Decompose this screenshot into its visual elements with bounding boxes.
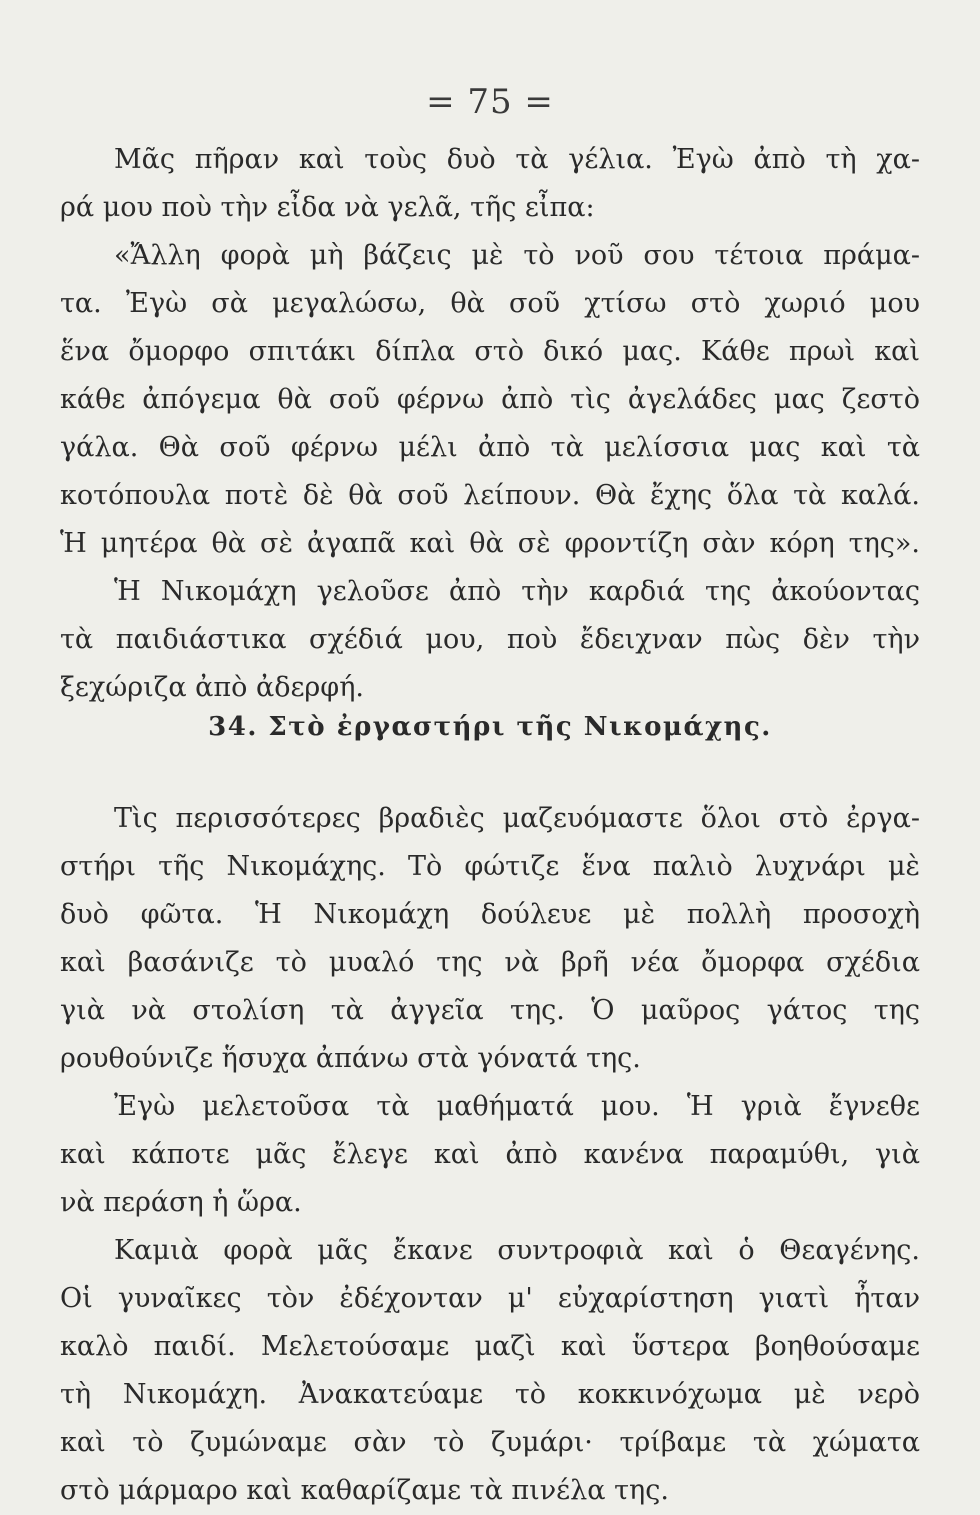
- text-line: τὴ Νικομάχη. Ἀνακατεύαμε τὸ κοκκινόχωμα μὲ νερὸ: [60, 1379, 920, 1410]
- text-line: δυὸ φῶτα. Ἡ Νικομάχη δούλευε μὲ πολλὴ προσοχὴ: [60, 899, 920, 930]
- text-line: κοτόπουλα ποτὲ δὲ θὰ σοῦ λείπουν. Θὰ ἔχης ὅλα τὰ καλά.: [60, 480, 920, 511]
- text-line: Καμιὰ φορὰ μᾶς ἔκανε συντροφιὰ καὶ ὁ Θεαγένης.: [114, 1235, 920, 1266]
- text-line: ρουθούνιζε ἥσυχα ἀπάνω στὰ γόνατά της.: [60, 1043, 641, 1074]
- text-line: ξεχώριζα ἀπὸ ἀδερφή.: [60, 672, 364, 703]
- text-line: καλὸ παιδί. Μελετούσαμε μαζὶ καὶ ὕστερα βοηθούσαμε: [60, 1331, 920, 1362]
- text-line: καὶ κάποτε μᾶς ἔλεγε καὶ ἀπὸ κανένα παραμύθι, γιὰ: [60, 1139, 920, 1170]
- text-line: ρά μου ποὺ τὴν εἶδα νὰ γελᾶ, τῆς εἶπα:: [60, 192, 595, 223]
- text-line: κάθε ἀπόγεμα θὰ σοῦ φέρνω ἀπὸ τὶς ἀγελάδες μας ζεστὸ: [60, 384, 920, 415]
- text-line: Ἐγὼ μελετοῦσα τὰ μαθήματά μου. Ἡ γριὰ ἔγνεθε: [114, 1091, 920, 1122]
- text-line: τὰ παιδιάστικα σχέδιά μου, ποὺ ἔδειχναν πὼς δὲν τὴν: [60, 624, 920, 655]
- text-line: καὶ βασάνιζε τὸ μυαλό της νὰ βρῆ νέα ὄμορφα σχέδια: [60, 947, 920, 978]
- text-line: Ἡ Νικομάχη γελοῦσε ἀπὸ τὴν καρδιά της ἀκούοντας: [114, 576, 920, 607]
- text-line: Ἡ μητέρα θὰ σὲ ἀγαπᾶ καὶ θὰ σὲ φροντίζη σὰν κόρη της».: [60, 528, 920, 559]
- text-line: Τὶς περισσότερες βραδιὲς μαζευόμαστε ὅλοι στὸ ἐργα-: [114, 803, 920, 834]
- paragraph-block-1: [60, 136, 920, 712]
- text-line: γάλα. Θὰ σοῦ φέρνω μέλι ἀπὸ τὰ μελίσσια μας καὶ τὰ: [60, 432, 920, 463]
- text-line: Μᾶς πῆραν καὶ τοὺς δυὸ τὰ γέλια. Ἐγὼ ἀπὸ τὴ χα-: [114, 144, 920, 175]
- text-line: τα. Ἐγὼ σὰ μεγαλώσω, θὰ σοῦ χτίσω στὸ χωριό μου: [60, 288, 920, 319]
- text-line: γιὰ νὰ στολίση τὰ ἀγγεῖα της. Ὁ μαῦρος γάτος της: [60, 995, 920, 1026]
- text-line: νὰ περάση ἡ ὥρα.: [60, 1187, 302, 1218]
- text-line: στὸ μάρμαρο καὶ καθαρίζαμε τὰ πινέλα της.: [60, 1475, 669, 1506]
- text-line: στήρι τῆς Νικομάχης. Τὸ φώτιζε ἕνα παλιὸ λυχνάρι μὲ: [60, 851, 920, 882]
- section-heading: 34. Στὸ ἐργαστήρι τῆς Νικομάχης.: [208, 712, 772, 742]
- paragraph-block-2: [60, 795, 920, 1515]
- text-line: «Ἄλλη φορὰ μὴ βάζεις μὲ τὸ νοῦ σου τέτοια πράμα-: [114, 240, 920, 271]
- page-number: = 75 =: [426, 82, 554, 122]
- text-line: ἕνα ὄμορφο σπιτάκι δίπλα στὸ δικό μας. Κάθε πρωὶ καὶ: [60, 336, 920, 367]
- text-line: Οἱ γυναῖκες τὸν ἐδέχονταν μ' εὐχαρίστηση γιατὶ ἦταν: [60, 1283, 920, 1314]
- text-line: καὶ τὸ ζυμώναμε σὰν τὸ ζυμάρι· τρίβαμε τὰ χώματα: [60, 1427, 920, 1458]
